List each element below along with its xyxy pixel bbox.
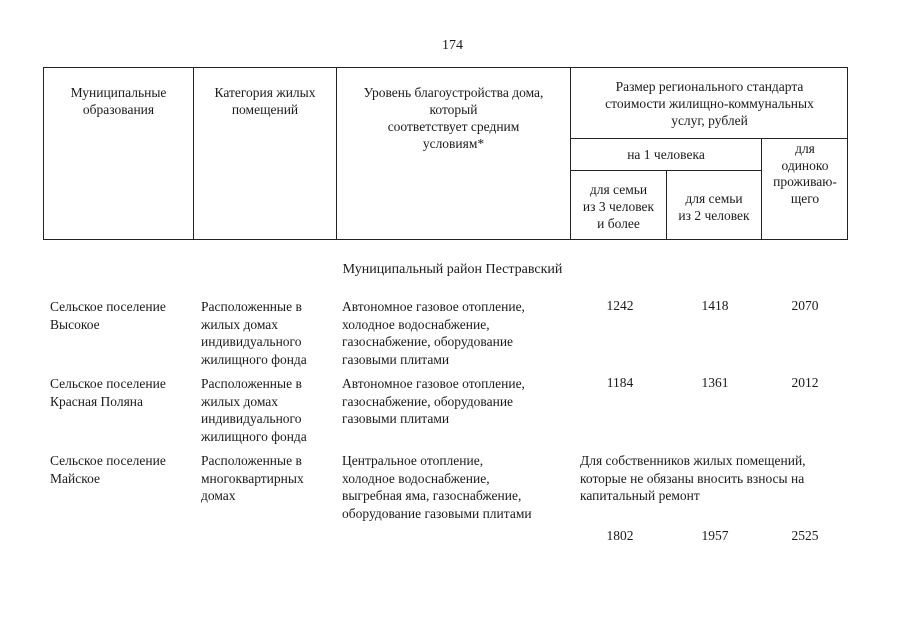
page-number: 174	[442, 38, 463, 53]
section-title: Муниципальный район Пестравский	[342, 262, 563, 277]
municipality-cell: Сельское поселение Майское	[50, 453, 166, 486]
header-family3: для семьи из 3 человек и более	[582, 182, 655, 231]
level-cell: Центральное отопление, холодное водоснабжение, выгребная яма, газоснабжение, оборудование газовыми плитами	[342, 453, 532, 521]
header-size: Размер регионального стандарта стоимости жилищно-коммунальных услуг, рублей	[605, 79, 814, 128]
value-single: 2012	[791, 375, 819, 390]
level-cell: Автономное газовое отопление, холодное водоснабжение, газоснабжение, оборудование газовыми плитами	[342, 299, 525, 367]
note-cell: Для собственников жилых помещений, которые не обязаны вносить взносы на капитальный ремонт	[580, 453, 806, 503]
category-cell: Расположенные в жилых домах индивидуального жилищного фонда	[201, 299, 307, 367]
municipality-cell: Сельское поселение Высокое	[50, 299, 166, 332]
value-family2: 1957	[701, 528, 729, 543]
municipality-cell: Сельское поселение Красная Поляна	[50, 376, 166, 409]
divider	[570, 138, 848, 139]
header-family2: для семьи из 2 человек	[678, 191, 750, 223]
value-family3: 1184	[606, 375, 634, 390]
value-family3: 1802	[606, 528, 634, 543]
header-level: Уровень благоустройства дома, который соответствует средним условиям*	[363, 85, 544, 151]
value-family2: 1418	[701, 298, 729, 313]
value-single: 2525	[791, 528, 819, 543]
category-cell: Расположенные в жилых домах индивидуального жилищного фонда	[201, 376, 307, 444]
value-family3: 1242	[606, 298, 634, 313]
divider	[570, 170, 761, 171]
value-family2: 1361	[701, 375, 729, 390]
level-cell: Автономное газовое отопление, газоснабжение, оборудование газовыми плитами	[342, 376, 525, 426]
header-municipality: Муниципальные образования	[70, 85, 167, 117]
category-cell: Расположенные в многоквартирных домах	[201, 453, 304, 503]
header-per-person: на 1 человека	[627, 147, 705, 162]
header-category: Категория жилых помещений	[214, 85, 316, 117]
value-single: 2070	[791, 298, 819, 313]
header-single: для одиноко проживаю- щего	[773, 141, 837, 206]
